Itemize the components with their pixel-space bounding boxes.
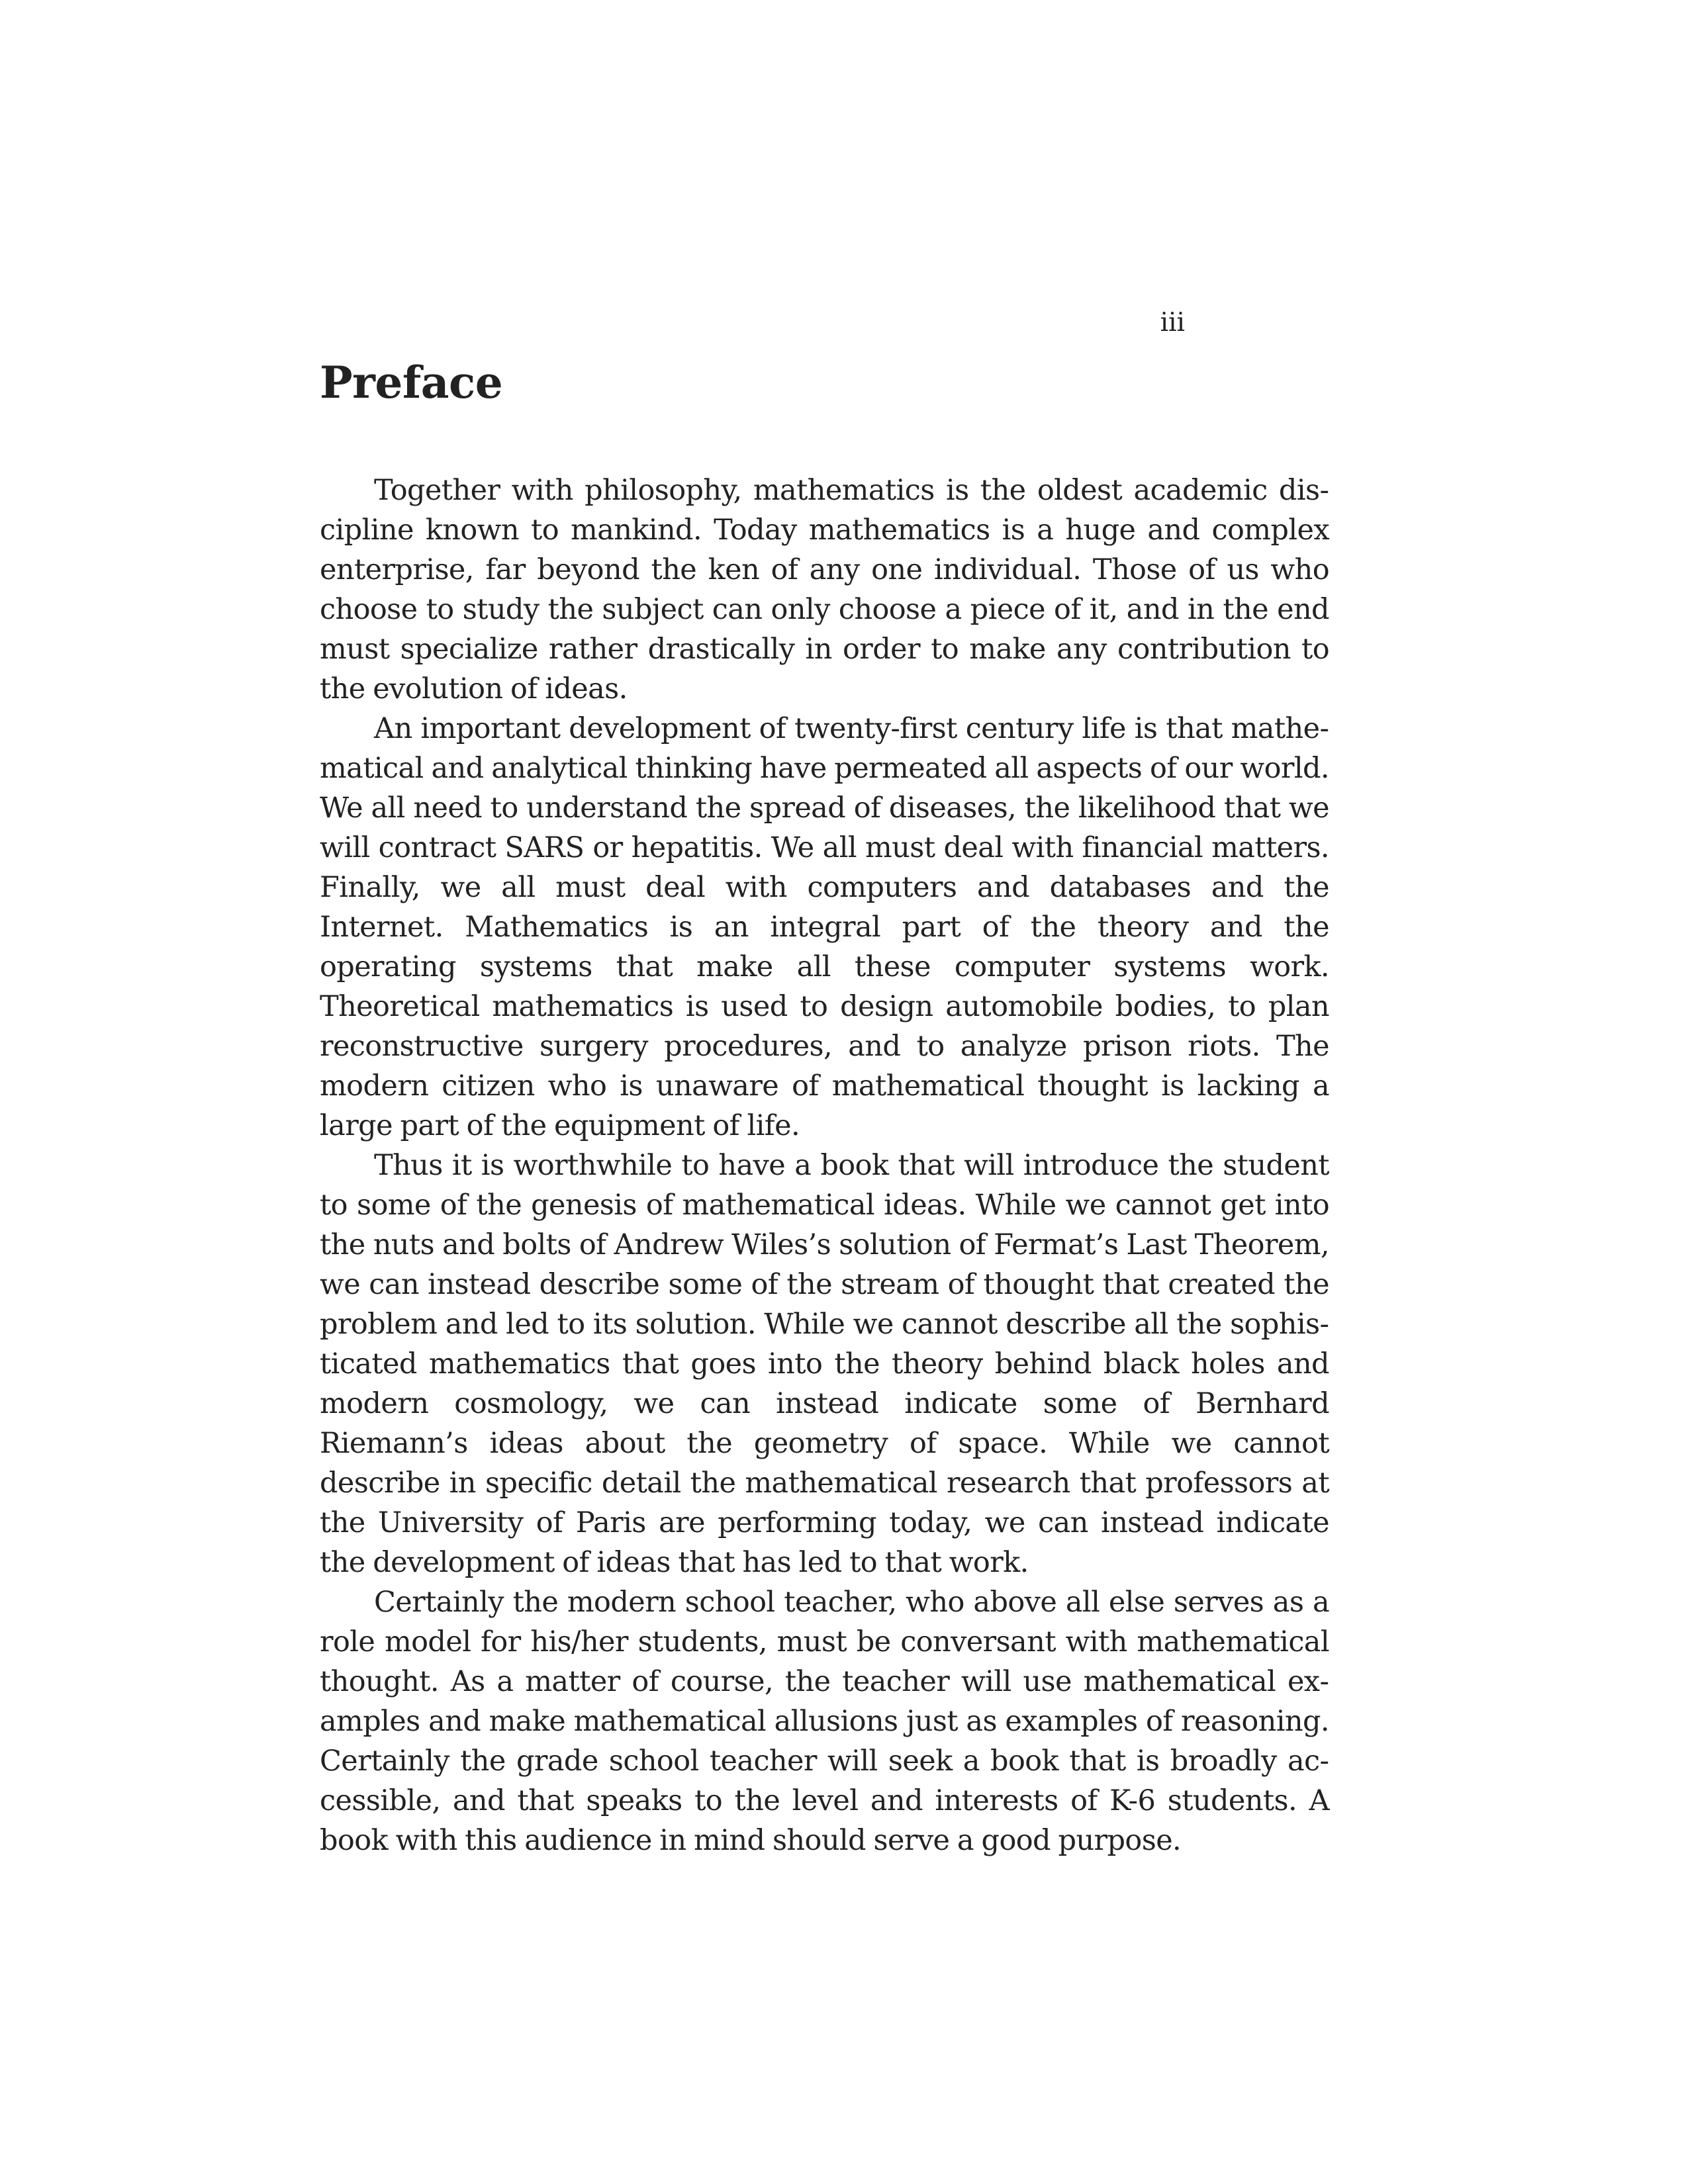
page-title: Preface bbox=[320, 357, 503, 408]
paragraph: An important development of twenty-first century life is that mathematical and analytical thinking have permeated all aspects of our world. We all need to understand the spread of diseases, the likelihood that we will contract SARS or hepatitis. We all must deal with financial matters. Finally, we all must deal with computers and databases and the Internet. Mathematics is an integral part of the theory and the operating systems that make all these computer systems work. Theoretical mathematics is used to design automobile bodies, to plan reconstructive surgery procedures, and to analyze prison riots. The modern citizen who is unaware of mathematical thought is lacking a large part of the equipment of life. bbox=[320, 712, 1329, 1142]
paragraph: Thus it is worthwhile to have a book that will introduce the student to some of the genesis of mathematical ideas. While we cannot get into the nuts and bolts of Andrew Wiles’s solution of Fermat’s Last Theorem, we can instead describe some of the stream of thought that created the problem and led to its solution. While we cannot describe all the sophisticated mathematics that goes into the theory behind black holes and modern cosmology, we can instead indicate some of Bernhard Riemann’s ideas about the geometry of space. While we cannot describe in specific detail the mathematical research that professors at the University of Paris are performing today, we can instead indicate the development of ideas that has led to that work. bbox=[320, 1149, 1329, 1579]
page-number: iii bbox=[1160, 308, 1185, 338]
preface-body bbox=[320, 471, 1329, 1860]
paragraph: Certainly the modern school teacher, who above all else serves as a role model for his/her students, must be conversant with mathematical thought. As a matter of course, the teacher will use mathematical examples and make mathematical allusions just as examples of reasoning. Certainly the grade school teacher will seek a book that is broadly accessible, and that speaks to the level and interests of K-6 students. A book with this audience in mind should serve a good purpose. bbox=[320, 1586, 1329, 1857]
paragraph: Together with philosophy, mathematics is the oldest academic discipline known to mankind. Today mathematics is a huge and complex enterprise, far beyond the ken of any one individual. Those of us who choose to study the subject can only choose a piece of it, and in the end must specialize rather drastically in order to make any contribution to the evolution of ideas. bbox=[320, 474, 1329, 705]
